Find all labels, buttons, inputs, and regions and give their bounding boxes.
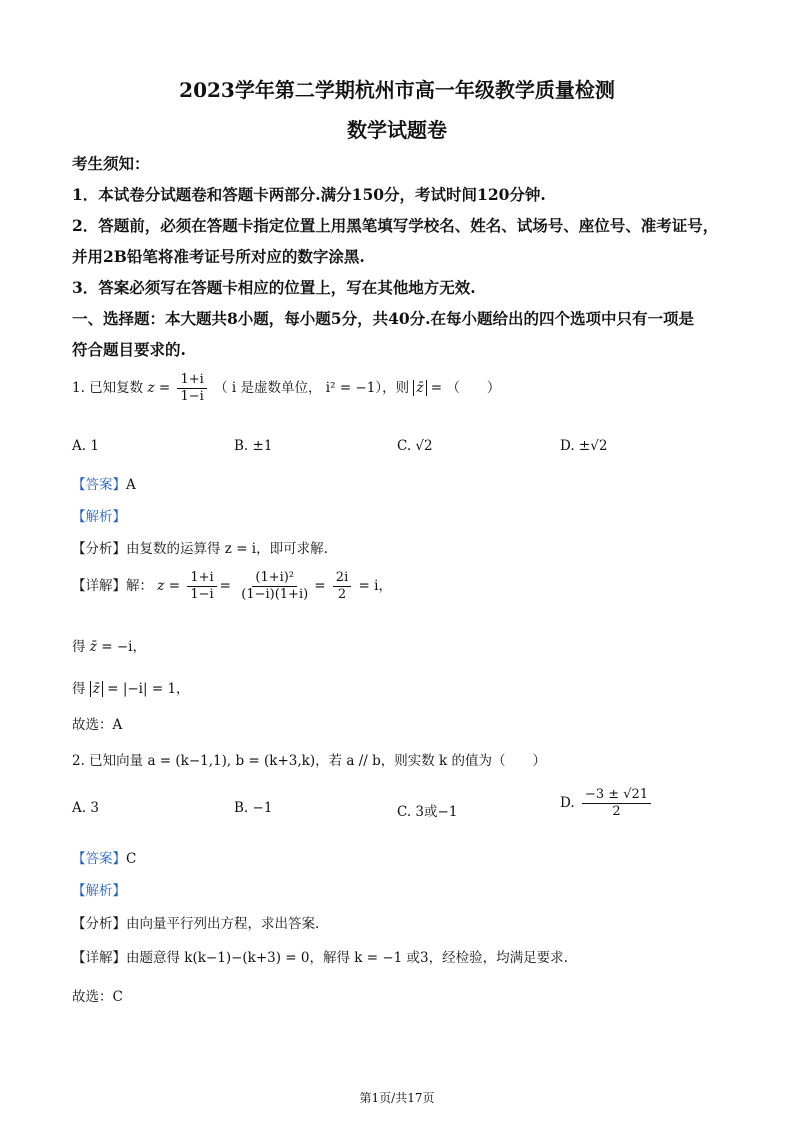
section-heading-cont: 符合题目要求的. — [72, 340, 186, 359]
q1-conclusion: 故选：A — [72, 717, 123, 733]
q2-option-d: D. $\frac{-3 \pm √21}{2}$ — [560, 787, 654, 820]
q1-analysis: 【分析】由复数的运算得 z = i，即可求解. — [72, 541, 328, 557]
q2-option-c: C. 3或−1 — [397, 804, 458, 820]
q2-option-b: B. −1 — [234, 800, 273, 816]
q1-answer: 【答案】A — [72, 477, 136, 493]
q1-option-d: D. ±√2 — [560, 438, 608, 454]
q2-option-a: A. 3 — [72, 800, 99, 816]
section-heading: 一、选择题：本大题共8小题，每小题5分，共40分.在每小题给出的四个选项中只有一项是 — [72, 309, 695, 328]
question-1: 1. 已知复数 z = $\frac{1+i}{1-i}$ （ i 是虚数单位， i² = −1），则 z̄ = （ ） — [72, 372, 501, 404]
q2-analysis-tag: 【解析】 — [72, 883, 126, 899]
notice-heading: 考生须知： — [72, 154, 150, 173]
q1-option-a: A. 1 — [72, 438, 99, 454]
notice-2: 2．答题前，必须在答题卡指定位置上用黑笔填写学校名、姓名、试场号、座位号、准考证号， — [72, 216, 719, 235]
q1-analysis-tag: 【解析】 — [72, 509, 126, 525]
q1-detail: 【详解】解： z = $\frac{1+i}{1-i}$ = $\frac{\text{(1+i)²}}{(1-i)(1+i)}$ = $\frac{2i}{2}$ = i， — [72, 570, 392, 602]
q2-conclusion: 故选：C — [72, 989, 123, 1005]
q2-analysis: 【分析】由向量平行列出方程，求出答案. — [72, 916, 320, 932]
q1-fraction: $\frac{1+i}{1-i}$ — [177, 372, 206, 405]
exam-title: 2023学年第二学期杭州市高一年级教学质量检测 — [179, 78, 615, 102]
q1-step-3: 得 z̄ = |−i| = 1， — [72, 681, 190, 697]
q1-option-c: C. √2 — [397, 438, 433, 454]
notice-1: 1．本试卷分试题卷和答题卡两部分.满分150分，考试时间120分钟. — [72, 185, 546, 204]
q1-option-b: B. ±1 — [234, 438, 273, 454]
notice-2-cont: 并用2B铅笔将准考证号所对应的数字涂黑. — [72, 247, 365, 266]
q2-detail: 【详解】由题意得 k(k−1)−(k+3) = 0，解得 k = −1 或3，经检验，均满足要求. — [72, 950, 568, 966]
q2-answer: 【答案】C — [72, 851, 137, 867]
q1-abs-zbar: z̄ — [413, 380, 426, 396]
notice-3: 3．答案必须写在答题卡相应的位置上，写在其他地方无效. — [72, 278, 476, 297]
q1-step-2: 得 z̄ = −i， — [72, 639, 146, 655]
question-2: 2. 已知向量 a = (k−1,1), b = (k+3,k)，若 a // b，则实数 k 的值为（ ） — [72, 753, 547, 769]
exam-subtitle: 数学试题卷 — [347, 118, 447, 142]
page-footer: 第1页/共17页 — [359, 1091, 435, 1105]
